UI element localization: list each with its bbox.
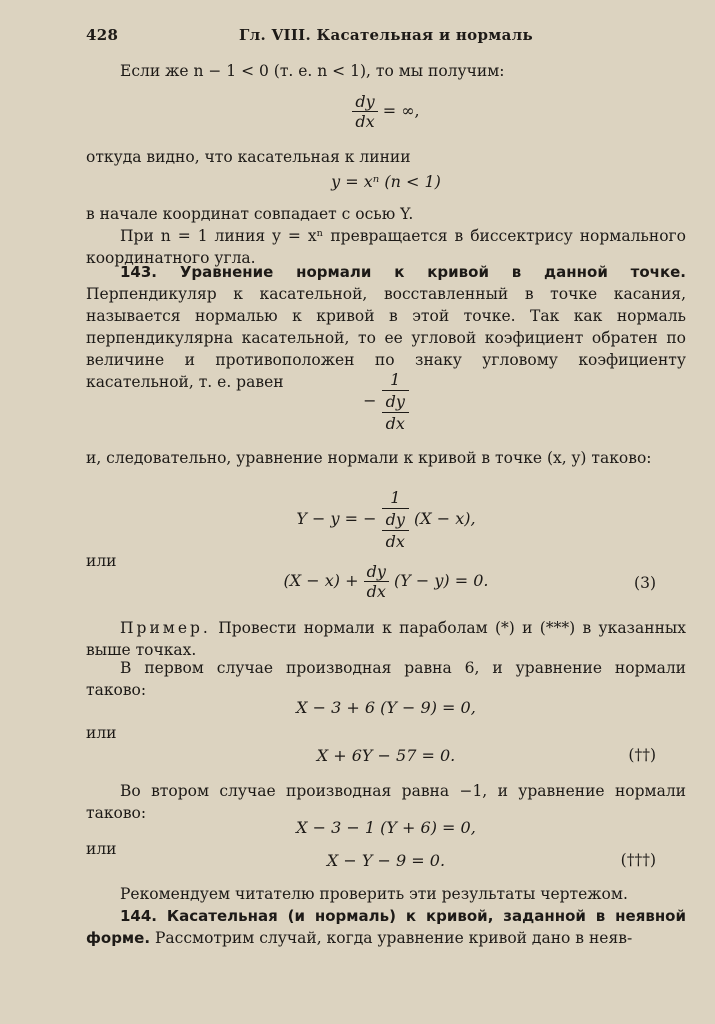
word-ili-2: или [86,724,117,742]
equation-number-3: (3) [634,574,656,592]
section-143-title: 143. Уравнение нормали к кривой в данной точке. [120,263,686,281]
section-143-text: Перпендикуляр к касательной, восставленный в точке касания, называется нормалью к кривой в этой точке. Так как нормаль перпендикулярна касательной, то ее угловой коэфициент обратен по величине и противоположен по знаку угловому коэфициенту касательной, т. е. равен [86,285,686,391]
compound-fraction-slope: $\frac{1}{\frac{dy}{dx}}$ [382,370,409,433]
text-line-6: В первом случае производная равна 6, и уравнение нормали таково: [86,659,686,699]
section-144-title: 144. Касательная (и нормаль) к кривой, заданной в неявной форме. [86,907,686,947]
compound-fraction-normal: $\frac{1}{\frac{dy}{dx}}$ [382,488,409,551]
equation-dy-dx-infinity: $\frac{dy}{dx}$ = ∞, [86,92,686,131]
equation-normal-slope: − $\frac{1}{\frac{dy}{dx}}$ [86,370,686,433]
text-line-8: Рекомендуем читателю проверить эти результаты чертежом. [120,885,628,903]
paragraph-bisector: При n = 1 линия y = xⁿ превращается в биссектрису нормального координатного угла. [86,227,686,267]
example-text: Провести нормали к параболам (*) и (***) в указанных выше точках. [86,619,686,659]
running-title: Гл. VIII. Касательная и нормаль [239,26,533,44]
example-paragraph [86,617,686,661]
word-ili-1: или [86,552,117,570]
text-line-2: откуда видно, что касательная к линии [86,148,411,166]
equation-tt: X + 6Y − 57 = 0. (††) [316,746,656,765]
equation-ttt: X − Y − 9 = 0. (†††) [326,851,656,870]
text-line-5: и, следовательно, уравнение нормали к кривой в точке (x, y) таково: [86,449,652,467]
equation-number-tt: (††) [628,746,656,764]
equation-normal-1: X − 3 + 6 (Y − 9) = 0, [296,698,476,717]
text-line-7: Во втором случае производная равна −1, и уравнение нормали таково: [86,782,686,822]
text-line-3: в начале координат совпадает с осью Y. [86,205,414,223]
equation-number-ttt: (†††) [620,851,656,869]
example-label: Пример. [120,619,211,637]
section-144 [86,905,686,949]
section-144-text: Рассмотрим случай, когда уравнение кривой дано в неяв- [155,929,633,947]
page-header [86,26,686,48]
fraction-dy-dx: $\frac{dy}{dx}$ [352,92,377,131]
text-line-1: Если же n − 1 < 0 (т. е. n < 1), то мы получим: [120,62,505,80]
equation-normal-2: X − 3 − 1 (Y + 6) = 0, [296,818,476,837]
page-number: 428 [86,26,119,44]
equation-power-curve: y = xⁿ (n < 1) [331,172,441,191]
word-ili-3: или [86,840,117,858]
equation-3: (X − x) + $\frac{dy}{dx}$ (Y − y) = 0. (3) [283,562,656,601]
equation-normal-line: Y − y = − $\frac{1}{\frac{dy}{dx}}$ (X − x), [296,488,476,551]
